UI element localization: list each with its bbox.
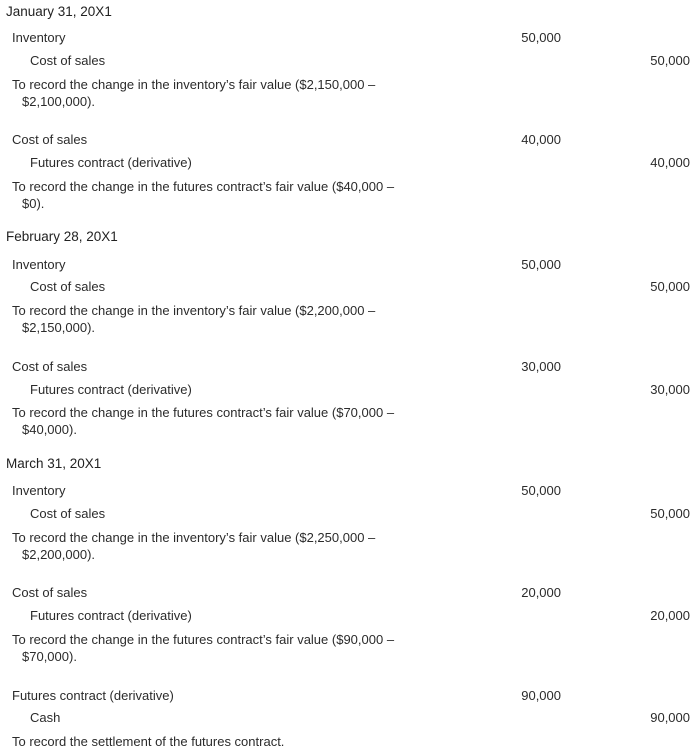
memo-line: To record the change in the inventory’s fair value ($2,200,000 – <box>12 303 376 318</box>
debit-amount: 40,000 <box>521 132 561 147</box>
credit-account: Futures contract (derivative) <box>30 608 192 623</box>
debit-amount: 30,000 <box>521 359 561 374</box>
memo-line: $2,100,000). <box>22 94 96 109</box>
section-date: January 31, 20X1 <box>6 4 112 19</box>
memo-line: To record the change in the futures contract’s fair value ($90,000 – <box>12 632 395 647</box>
credit-amount: 20,000 <box>650 608 690 623</box>
memo-line: $2,200,000). <box>22 547 96 562</box>
debit-account: Inventory <box>12 483 66 498</box>
journal-entry-credit-row <box>0 382 700 400</box>
credit-account: Futures contract (derivative) <box>30 382 192 397</box>
credit-account: Cost of sales <box>30 279 106 294</box>
debit-amount: 50,000 <box>521 30 561 45</box>
debit-amount: 90,000 <box>521 688 561 703</box>
debit-account: Cost of sales <box>12 359 88 374</box>
debit-account: Inventory <box>12 257 66 272</box>
memo-line: $2,150,000). <box>22 320 96 335</box>
memo-line: To record the change in the inventory’s fair value ($2,150,000 – <box>12 77 376 92</box>
journal-entry-credit-row <box>0 710 700 728</box>
journal-entry-credit-row <box>0 279 700 297</box>
debit-account: Cost of sales <box>12 585 88 600</box>
credit-amount: 50,000 <box>650 53 690 68</box>
section-date: March 31, 20X1 <box>6 456 102 471</box>
journal-entry-credit-row <box>0 608 700 626</box>
memo-line: To record the change in the inventory’s fair value ($2,250,000 – <box>12 530 376 545</box>
memo-line: $0). <box>22 196 45 211</box>
entry-memo <box>12 404 432 438</box>
journal-entry-debit-row <box>0 257 700 275</box>
journal-entry-credit-row <box>0 155 700 173</box>
memo-line: To record the change in the futures contract’s fair value ($70,000 – <box>12 405 395 420</box>
section-date: February 28, 20X1 <box>6 229 118 244</box>
credit-account: Futures contract (derivative) <box>30 155 192 170</box>
memo-line: To record the change in the futures contract’s fair value ($40,000 – <box>12 179 395 194</box>
entry-memo <box>12 529 432 563</box>
credit-account: Cost of sales <box>30 53 106 68</box>
journal-entry-debit-row <box>0 132 700 150</box>
journal-entry-credit-row <box>0 53 700 71</box>
debit-account: Cost of sales <box>12 132 88 147</box>
memo-line: $40,000). <box>22 422 77 437</box>
journal-entry-credit-row <box>0 506 700 524</box>
debit-account: Futures contract (derivative) <box>12 688 174 703</box>
credit-amount: 90,000 <box>650 710 690 725</box>
debit-amount: 50,000 <box>521 257 561 272</box>
credit-account: Cash <box>30 710 61 725</box>
debit-amount: 50,000 <box>521 483 561 498</box>
entry-memo <box>12 302 432 336</box>
credit-amount: 30,000 <box>650 382 690 397</box>
credit-account: Cost of sales <box>30 506 106 521</box>
journal-entry-debit-row <box>0 688 700 706</box>
entry-memo <box>12 178 432 212</box>
entry-memo <box>12 733 432 750</box>
journal-entry-debit-row <box>0 30 700 48</box>
credit-amount: 50,000 <box>650 506 690 521</box>
memo-line: $70,000). <box>22 649 77 664</box>
entry-memo <box>12 76 432 110</box>
entry-memo <box>12 631 432 665</box>
credit-amount: 40,000 <box>650 155 690 170</box>
journal-entry-debit-row <box>0 359 700 377</box>
credit-amount: 50,000 <box>650 279 690 294</box>
journal-entry-debit-row <box>0 585 700 603</box>
journal-entry-debit-row <box>0 483 700 501</box>
debit-account: Inventory <box>12 30 66 45</box>
memo-line: To record the settlement of the futures contract. <box>12 734 285 749</box>
debit-amount: 20,000 <box>521 585 561 600</box>
